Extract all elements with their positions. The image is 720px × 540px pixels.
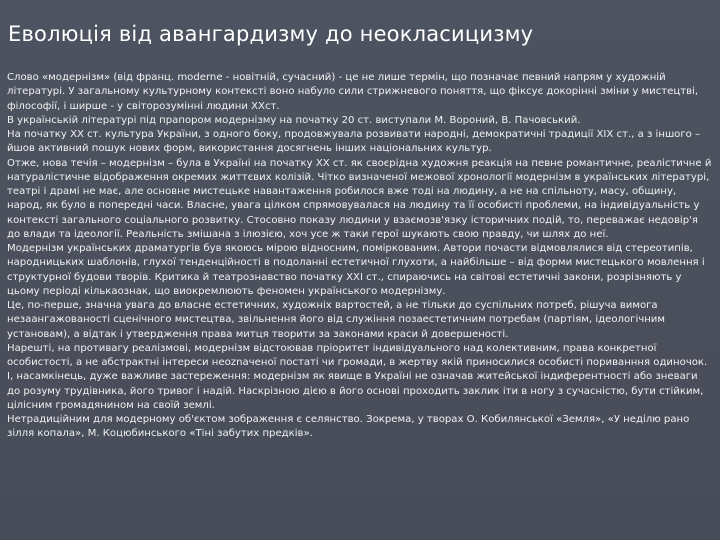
paragraph-6: Це, по-перше, значна увага до власне естетичних, художніх вартостей, а не тільки до суспільних потреб, рішуча вимога незаангажованості сценічного мистецтва, звільнення його від служіння позаестетичним потребам (партіям, ідеологічним установам), а відтак і утвердження права митця творити за законами краси й довершеності. — [7, 300, 665, 340]
paragraph-5: Модернізм українських драматургів був якоюсь мірою відносним, поміркованим. Автори почасти відмовлялися від стереотипів, народницьких шаблонів, глухої тенденційності в подоланні естетичної глухоти, а найбільше – від форми мистецького мовлення і структурної будови творів. Критика й театрознавство початку ХХІ ст., спираючись на світові естетичні закони, розрізняють у цьому періоді кількаознак, що виокремлюють феномен українського модернізму. — [7, 243, 705, 297]
paragraph-7: Нарешті, на противагу реалізмові, модернізм відстоював пріоритет індивідуального над колективним, права конкретної особистості, а не абстрактні інтереси неоznaченої постаті чи громади, в жертву якій приносилися особисті пориванння одиночок. І, насамкінець, дуже важливе застереження: модернізм як явище в Україні не означав житейської індиферентності або зневаги до розуму трудівника, його тривог і надій. Наскрізною дією в його основі проходить заклик іти в ногу з сучасністю, бути стійким, цілісним громадянином на своїй землі. — [7, 342, 708, 411]
paragraph-4: Отже, нова течія – модернізм – була в Україні на початку XX ст. як своєрідна художня реакція на певне романтичне, реалістичне й натуралістичне відображення окремих життєвих колізій. Чітко визначеної межової хронології модернізм в українських літературі, театрі і драмі не має, але основне мистецьке навантаження робилося вже тоді на людину, а не на спільноту, масу, общину, народ, як було в попередні часи. Власне, увага цілком спрямовувалася на людину та її особисті проблеми, на індивідуальність у контексті загального соціального розвитку. Стосовно показу людини у взаємозв'язку історичних подій, то, переважає недовір'я до влади та ідеології. Реальність змішана з ілюзією, хоч усе ж таки герої шукають свою правду, чи шлях до неї. — [7, 157, 712, 240]
slide-body — [7, 71, 713, 442]
paragraph-3: На початку ХХ ст. культура України, з одного боку, продовжувала розвивати народні, демократичні традиції XIX ст., а з іншого – йшов активний пошук нових форм, використання досягнень інших національних культур. — [7, 129, 701, 155]
paragraph-2: В українській літературі під прапором модернізму на початку 20 ст. виступали М. Вороний, В. Пачовський. — [7, 114, 581, 126]
paragraph-8: Нетрадиційним для модерному об'єктом зображення є селянство. Зокрема, у творах О. Кобилянської «Земля», «У неділю рано зілля копала», М. Коцюбинського «Тіні забутих предків». — [7, 414, 690, 440]
slide-title: Еволюція від авангардизму до неокласицизму — [8, 22, 534, 46]
paragraph-1: Слово «модернізм» (від франц. moderne - новітній, сучасний) - це не лише термін, що позначає певний напрям у художній літературі. У загальному культурному контексті воно набуло сили стрижневого поняття, що фіксує докорінні зміни у мистецтві, філософії, і ширше - у світорозумінні людини ХХст. — [7, 72, 699, 112]
